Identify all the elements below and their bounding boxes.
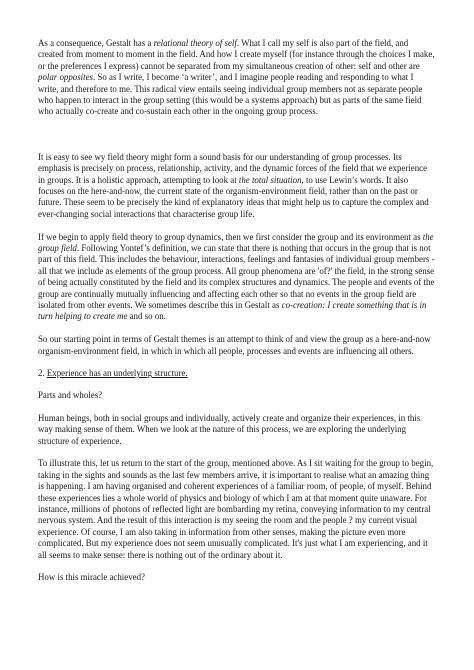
text-run: As a consequence, Gestalt has a — [38, 38, 154, 48]
paragraph-illustration: To illustrate this, let us return to the start of the group, mentioned above. As I sit waiting for the group to begin, taking in the sights and sounds as the last few members arrive, it is important to realise what an amazing thing is happening. I am having organised and coherent experiences of a familiar room, of people, of myself. Behind these experiences lies a whole world of physics and biology of which I am at that moment quite unaware. For instance, millions of photons of reflected light are bombarding my retina, conveying information to my central nervous system. And the result of this interaction is my seeing the room and the people ? my current visual experience. Of course, I am also taking in information from other senses, making the picture even more complicated. But my experience does not seem unusually complicated. It's just what I am experiencing, and it all seems to make sense: there is nothing out of the ordinary about it. — [38, 458, 434, 560]
italic-term: co-creation: I create something that is in turn helping to create me — [38, 300, 427, 322]
italic-term: the group field — [38, 231, 434, 253]
document-page — [38, 38, 436, 595]
text-run: It is easy to see wy field theory might form a sound basis for our understanding of group processes. Its emphasis is precisely on process, relationship, activity, and the dynamic forces of the field that we experience in groups. It is a holistic approach, attempting to look at — [38, 151, 428, 185]
heading-number: 2. — [38, 368, 47, 379]
italic-term: the total situation — [238, 174, 302, 185]
paragraph-starting-point: So our starting point in terms of Gestalt themes is an attempt to think of and view the group as a here-and-now organism-environment field, in which in which all people, processes and events are influencing all others. — [38, 334, 431, 356]
text-run: . So as I write, I become ‘a writer’, and I imagine people reading and responding to what I write, and therefore to me. This radical view entails seeing individual group members not as separate people who happen to interact in the group setting (this would be a systems approach) but as parts of the same field who actually co-create and co-sustain each other in the ongoing group process. — [38, 72, 423, 117]
section-heading — [38, 368, 436, 379]
text-run: . What I call my self is also part of the field, and created from moment to moment in the field. And how I create myself (for instance through the choices I make, or the preferences I express) cannot be separated from my simultaneous creation of other: self and other are — [38, 38, 435, 71]
heading-title: Experience has an underlying structure. — [46, 368, 188, 379]
italic-term: polar opposites — [38, 72, 93, 83]
italic-term: relational theory of self — [153, 38, 237, 48]
paragraph-miracle-question: How is this miracle achieved? — [38, 572, 145, 583]
paragraph-group-field — [38, 232, 436, 323]
text-run: , to use Lewin’s words. It also focuses on the here-and-now, the current state of the organism-environment field, rather than on the past or future. These seem to be precisely the kind of explanatory ideas that might help us to capture the complex and ever-changing social interactions that characterise group life. — [38, 174, 429, 219]
text-run: and so on. — [127, 311, 166, 322]
text-run: . Following Yontef’s definition, we can state that there is nothing that occurs in the group that is not part of this field. This includes the behaviour, interactions, feelings and fantasies of individual group members - all that we include as elements of the group process. All group phenomena are 'of?' the field, in the strong sense of being actually constituted by the field and its complex structures and dynamics. The people and events of the group are continually mutually influencing and affecting each other so that no events in the group field are isolated from other events. We sometimes describe this in Gestalt as — [38, 242, 435, 311]
paragraph-relational-self — [38, 38, 436, 118]
text-run: If we begin to apply field theory to group dynamics, then we first consider the group and its environment as — [38, 231, 423, 242]
paragraph-human-beings: Human beings, both in social groups and individually, actively create and organize their experiences, in this way making sense of them. When we look at the nature of this process, we are exploring the underlying structure of experience. — [38, 412, 421, 446]
paragraph-field-theory — [38, 152, 436, 220]
subheading-parts-wholes: Parts and wholes? — [38, 390, 103, 401]
